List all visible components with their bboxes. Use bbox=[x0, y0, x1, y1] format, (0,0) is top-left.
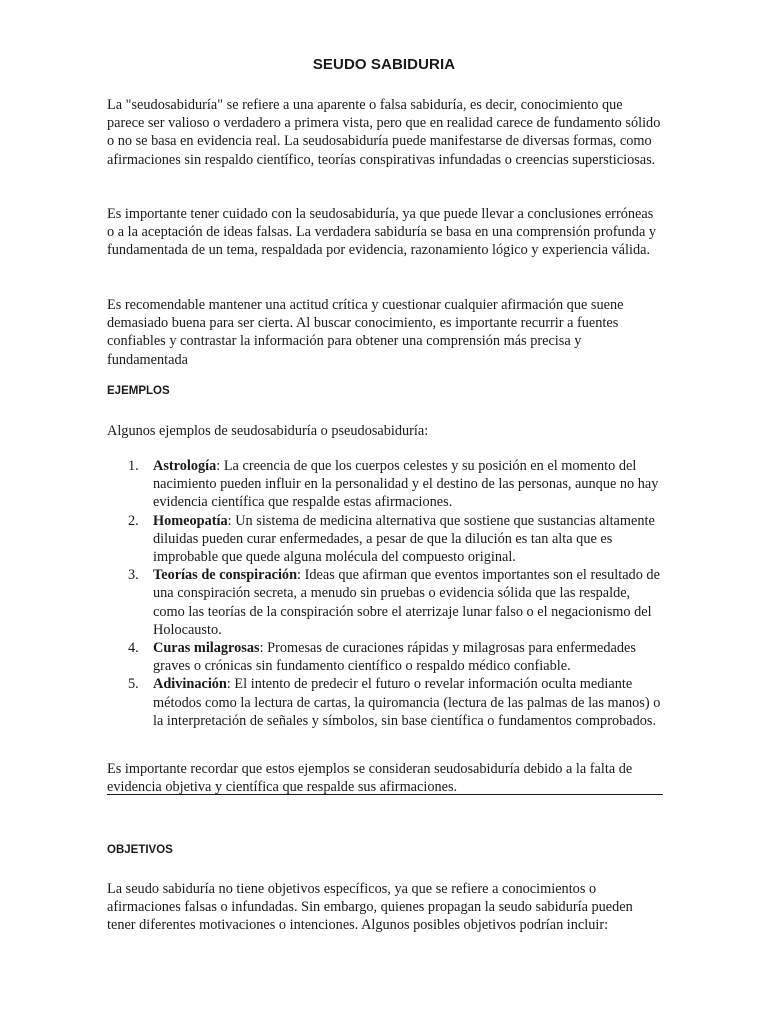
list-item-text: : Un sistema de medicina alternativa que sostiene que sustancias altamente diluidas pueden curar enfermedades, a pesar de que la dilución es tan alta que es improbable que quede alguna molécula del compuesto original. bbox=[153, 512, 655, 566]
list-item-number: 5. bbox=[128, 676, 139, 693]
list-item bbox=[128, 512, 663, 567]
objetivos-heading: OBJETIVOS bbox=[107, 844, 173, 856]
list-item-text: : La creencia de que los cuerpos celestes y su posición en el momento del nacimiento pueden influir en la personalidad y el destino de las personas, aunque no hay evidencia científica que respalde estas afirmaciones. bbox=[153, 458, 659, 511]
section-divider bbox=[107, 794, 663, 795]
list-item-term: Teorías de conspiración bbox=[153, 567, 298, 584]
ejemplos-heading: EJEMPLOS bbox=[107, 385, 170, 397]
ejemplos-lead: Algunos ejemplos de seudosabiduría o pseudosabiduría: bbox=[107, 423, 429, 439]
document-title: SEUDO SABIDURIA bbox=[312, 56, 456, 73]
list-item-term: Curas milagrosas bbox=[153, 640, 260, 657]
objetivos-paragraph: La seudo sabiduría no tiene objetivos específicos, ya que se refiere a conocimientos o afirmaciones falsas o infundadas. Sin embargo, quienes propagan la seudo sabiduría pueden tener diferentes motivaciones o intenciones. Algunos posibles objetivos podrían incluir: bbox=[107, 881, 633, 934]
list-item-number: 4. bbox=[128, 640, 139, 657]
list-item-text: : Ideas que afirman que eventos importantes son el resultado de una conspiración secreta, a menudo sin pruebas o evidencia sólida que las respalde, como las teorías de la conspiración sobre el aterrizaje lunar falso o el negacionismo del Holocausto. bbox=[153, 567, 660, 638]
intro-paragraph-1: La "seudosabiduría" se refiere a una aparente o falsa sabiduría, es decir, conocimiento que parece ser valioso o verdadero a primera vista, pero que en realidad carece de fundamento sólido o no se basa en evidencia real. La seudosabiduría puede manifestarse de diversas formas, como afirmaciones sin respaldo científico, teorías conspirativas infundadas o creencias supersticiosas. bbox=[107, 97, 661, 168]
intro-paragraph-2: Es importante tener cuidado con la seudosabiduría, ya que puede llevar a conclusiones erróneas o a la aceptación de ideas falsas. La verdadera sabiduría se basa en una comprensión profunda y fundamentada de un tema, respaldada por evidencia, razonamiento lógico y experiencia válida. bbox=[107, 206, 657, 259]
list-item-number: 1. bbox=[128, 458, 139, 474]
list-item-term: Adivinación bbox=[153, 676, 227, 693]
list-item bbox=[128, 639, 663, 675]
list-item-term: Astrología bbox=[153, 458, 217, 474]
list-item bbox=[128, 566, 663, 639]
list-item bbox=[128, 457, 663, 512]
list-item-term: Homeopatía bbox=[153, 512, 228, 529]
list-item-number: 3. bbox=[128, 567, 139, 584]
list-item-text: : El intento de predecir el futuro o revelar información oculta mediante métodos como la lectura de cartas, la quiromancia (lectura de las palmas de las manos) o la interpretación de señales y símbolos, sin base científica o fundamentos comprobados. bbox=[153, 676, 661, 729]
intro-paragraph-3: Es recomendable mantener una actitud crítica y cuestionar cualquier afirmación que suene demasiado buena para ser cierta. Al buscar conocimiento, es importante recurrir a fuentes confiables y contrastar la información para obtener una comprensión más precisa y fundamentada bbox=[107, 297, 624, 368]
ejemplos-closing: Es importante recordar que estos ejemplos se consideran seudosabiduría debido a la falta de evidencia objetiva y científica que respalde sus afirmaciones. bbox=[107, 761, 633, 796]
list-item-text: : Promesas de curaciones rápidas y milagrosas para enfermedades graves o crónicas sin fundamento científico o respaldo médico confiable. bbox=[153, 640, 636, 675]
list-item bbox=[128, 675, 663, 730]
examples-list bbox=[107, 457, 663, 730]
list-item-number: 2. bbox=[128, 512, 139, 529]
